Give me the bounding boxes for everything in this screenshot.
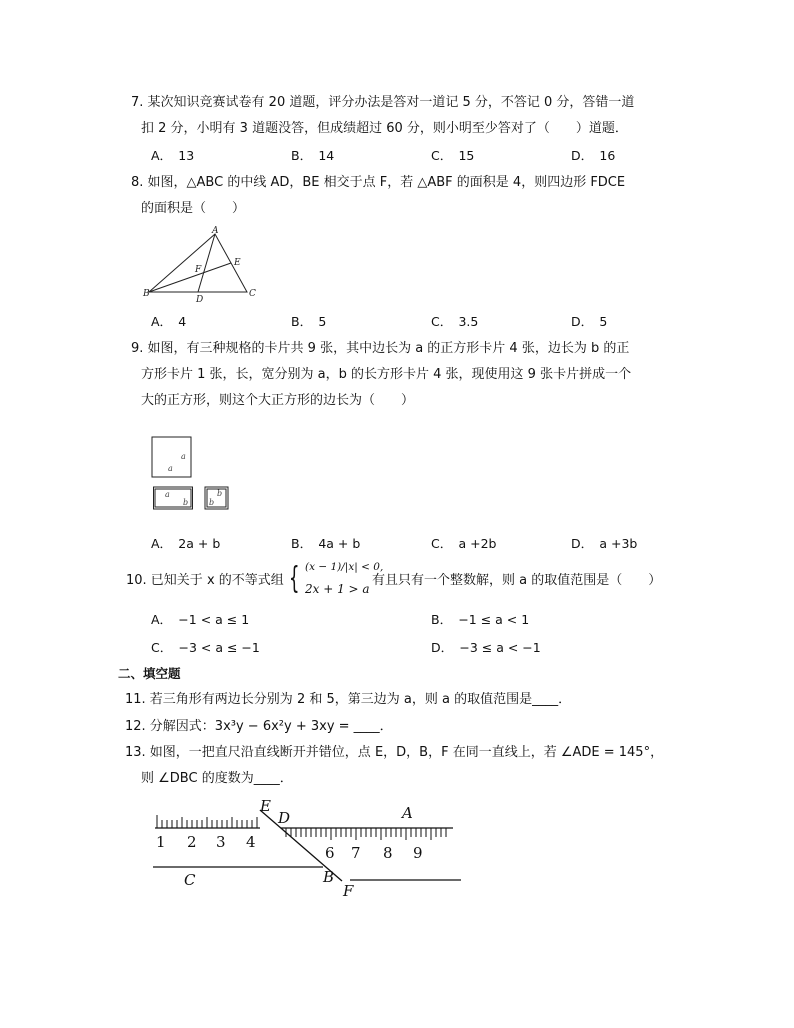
q10-option-d: D． −3 ≤ a < −1 (431, 640, 541, 655)
q7-option-a: A． 13 (151, 148, 195, 163)
q10-suffix: 有且只有一个整数解，则 a 的取值范围是（ ） (372, 573, 662, 588)
q13-tick-4: 4 (246, 833, 256, 851)
q10-system-bottom: 2x + 1 > a (305, 582, 370, 596)
q13-tick-9: 9 (413, 844, 423, 862)
q10-system-brace: { (289, 561, 300, 596)
q13-label-e: E (260, 797, 271, 815)
q8-label-e: E (234, 258, 241, 268)
section-title-fill-blank: 二、填空题 (118, 666, 181, 681)
q10-option-a: A． −1 < a ≤ 1 (151, 612, 250, 627)
q9-label-a2: a (168, 464, 173, 473)
q13-label-a: A (402, 804, 413, 822)
q13-tick-6: 6 (325, 844, 335, 862)
q9-cards-figure (150, 435, 240, 515)
q9-label-a1: a (181, 452, 186, 461)
q7-option-b: B． 14 (291, 148, 335, 163)
q9-label-b2: b (217, 489, 223, 498)
q8-line2: 的面积是（ ） (141, 201, 246, 216)
q13-label-b: B (323, 868, 335, 886)
q7-line1: 7. 某次知识竞赛试卷有 20 道题，评分办法是答对一道记 5 分，不答记 0 分，答错一道 (131, 95, 635, 110)
q13-tick-2: 2 (187, 833, 197, 851)
q7-option-c: C． 15 (431, 148, 475, 163)
q9-label-b1: b (183, 498, 189, 507)
q10-prefix: 10. 已知关于 x 的不等式组 (126, 573, 284, 588)
q8-line1: 8. 如图，△ABC 的中线 AD，BE 相交于点 F，若 △ABF 的面积是 4，则四边形 FDCE (131, 175, 626, 190)
q8-label-d: D (196, 295, 204, 305)
q8-option-d: D． 5 (571, 314, 608, 329)
q13-tick-7: 7 (351, 844, 361, 862)
q9-option-c: C． a +2b (431, 536, 497, 551)
q9-label-a3: a (165, 490, 170, 499)
q7-line2: 扣 2 分，小明有 3 道题没答，但成绩超过 60 分，则小明至少答对了（ ）道题． (141, 121, 628, 136)
q9-line2: 方形卡片 1 张，长，宽分别为 a，b 的长方形卡片 4 张，现使用这 9 张卡片拼成一个 (141, 367, 632, 382)
q8-option-b: B． 5 (291, 314, 327, 329)
q9-option-d: D． a +3b (571, 536, 638, 551)
q10-option-b: B． −1 ≤ a < 1 (431, 612, 530, 627)
q9-option-b: B． 4a + b (291, 536, 361, 551)
q12-text: 12. 分解因式：3x³y − 6x²y + 3xy = ____． (125, 719, 393, 734)
q11-text: 11. 若三角形有两边长分别为 2 和 5，第三边为 a，则 a 的取值范围是____． (125, 692, 572, 707)
q8-option-c: C． 3.5 (431, 314, 479, 329)
q7-option-d: D． 16 (571, 148, 616, 163)
q9-line3: 大的正方形，则这个大正方形的边长为（ ） (141, 393, 415, 408)
q8-label-a: A (212, 226, 219, 236)
q10-system-top: (x − 1)/|x| < 0, (305, 561, 384, 573)
q8-label-c: C (249, 289, 256, 299)
q13-tick-1: 1 (156, 833, 166, 851)
q13-tick-8: 8 (383, 844, 393, 862)
q10-option-c: C． −3 < a ≤ −1 (151, 640, 260, 655)
q13-label-f: F (343, 882, 354, 900)
q9-option-a: A． 2a + b (151, 536, 221, 551)
q8-option-a: A． 4 (151, 314, 187, 329)
q13-label-d: D (278, 809, 291, 827)
q9-line1: 9. 如图，有三种规格的卡片共 9 张，其中边长为 a 的正方形卡片 4 张，边长为 b 的正 (131, 341, 630, 356)
q13-line1: 13. 如图，一把直尺沿直线断开并错位，点 E，D，B，F 在同一直线上，若 ∠ADE = 145°， (125, 745, 664, 760)
q9-label-b3: b (209, 498, 215, 507)
q13-line2: 则 ∠DBC 的度数为____． (141, 771, 293, 786)
q8-label-f: F (195, 265, 202, 275)
q13-tick-3: 3 (216, 833, 226, 851)
q13-ruler-figure (145, 795, 470, 905)
q8-label-b: B (143, 289, 150, 299)
q8-triangle-figure (140, 225, 265, 305)
q13-label-c: C (184, 871, 196, 889)
